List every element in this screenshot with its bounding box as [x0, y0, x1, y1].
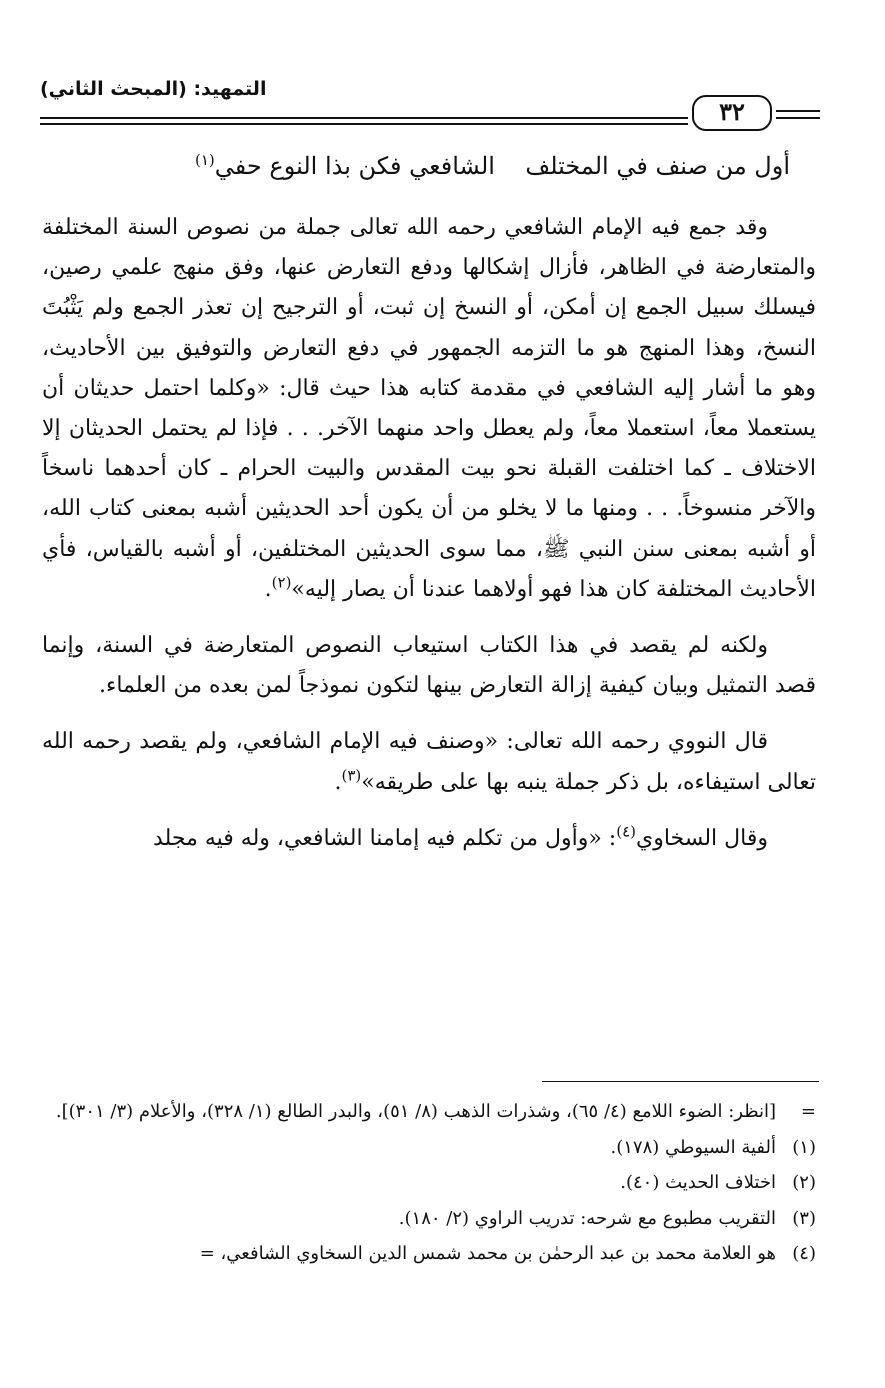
paragraph-shafii-method	[42, 208, 816, 610]
footnote-item	[42, 1130, 816, 1166]
paragraph-1-end: .	[264, 576, 272, 602]
footnote-marker: (٣)	[792, 1207, 816, 1229]
footnote-marker: (١)	[792, 1136, 816, 1158]
footnote-ref-1: (١)	[195, 151, 215, 169]
footnote-ref-2: (٢)	[271, 573, 292, 592]
paragraph-nawawi-quote	[42, 722, 816, 802]
main-text	[42, 208, 816, 875]
paragraph-book-scope: ولكنه لم يقصد في هذا الكتاب استيعاب النصوص المتعارضة في السنة، وإنما قصد التمثيل وبيان كيفية إزالة التعارض بينها لتكون نموذجاً لمن بعده من العلماء.	[42, 633, 816, 699]
footnote-text: التقريب مطبوع مع شرحه: تدريب الراوي (٢/ ١٨٠).	[398, 1207, 776, 1229]
header-ornament-rule-top	[776, 110, 820, 112]
footnote-marker: (٢)	[792, 1172, 816, 1193]
running-header-title: التمهيد: (المبحث الثاني)	[40, 78, 267, 100]
header-rule-bottom	[40, 123, 688, 125]
footnote-item	[42, 1165, 816, 1201]
paragraph-sakhawi-quote	[42, 819, 816, 859]
paragraph-1-text: وقد جمع فيه الإمام الشافعي رحمه الله تعالى جملة من نصوص السنة المختلفة والمتعارضة في الظاهر، فأزال إشكالها ودفع التعارض عنها، وفق منهج علمي رصين، فيسلك سبيل الجمع إن أمكن، أو النسخ إن ثبت، أو الترجيح إن تعذر الجمع ولم يَثْبُتَ النسخ، وهذا المنهج هو ما التزمه الجمهور في دفع التعارض والتوفيق بين الأحاديث، وهو ما أشار إليه الشافعي في مقدمة كتابه هذا حيث قال: «وكلما احتمل حديثان أن يستعملا معاً، استعملا معاً، ولم يعطل واحد منهما الآخر. . . فإذا لم يحتمل الحديثان إلا الاختلاف ـ كما اختلفت القبلة نحو بيت المقدس والبيت الحرام ـ كان أحدهما ناسخاً والآخر منسوخاً. . . ومنها ما لا يخلو من أن يكون أحد الحديثين أشبه بمعنى كتاب الله، أو أشبه بمعنى سنن النبي ﷺ، مما سوى الحديثين المختلفين، أو أشبه بالقياس، فأي الأحاديث المختلفة كان هذا فهو أولاهما عندنا أن يصار إليه»	[42, 215, 816, 602]
header-ornament-rule-bottom	[776, 117, 820, 119]
paragraph-4-lead: وقال السخاوي	[635, 825, 768, 851]
page-number: ٣٢	[692, 95, 772, 131]
footnote-item	[42, 1236, 816, 1272]
footnote-marker: (٤)	[792, 1243, 816, 1264]
paragraph-3-end: .	[334, 769, 342, 795]
footnote-text: هو العلامة محمد بن عبد الرحمٰن بن محمد شمس الدين السخاوي الشافعي، =	[199, 1243, 776, 1264]
footnote-item	[42, 1201, 816, 1237]
footnote-ref-3: (٣)	[341, 766, 362, 785]
header-rule-top	[40, 117, 688, 119]
footnote-ref-4: (٤)	[616, 822, 636, 841]
footnote-separator	[542, 1081, 819, 1082]
footnote-text: اختلاف الحديث (٤٠).	[620, 1172, 776, 1193]
verse-first-hemistich: أول من صنف في المختلف	[525, 152, 790, 180]
footnote-text: ألفية السيوطي (١٧٨).	[610, 1136, 776, 1158]
paragraph-3-text: قال النووي رحمه الله تعالى: «وصنف فيه الإمام الشافعي، ولم يقصد رحمه الله تعالى استيفاءه، بل ذكر جملة ينبه بها على طريقه»	[42, 729, 816, 795]
footnote-text: [انظر: الضوء اللامع (٤/ ٦٥)، وشذرات الذهب (٨/ ٥١)، والبدر الطالع (١/ ٣٢٨)، والأعلام (٣/ ٣٠١)].	[55, 1101, 776, 1122]
footnote-continuation	[42, 1094, 816, 1130]
poem-verse	[40, 152, 820, 196]
verse-second-hemistich-text: الشافعي فكن بذا النوع حفي	[214, 152, 495, 180]
paragraph-4-text: : «وأول من تكلم فيه إمامنا الشافعي، وله فيه مجلد	[153, 825, 617, 851]
verse-second-hemistich	[195, 152, 495, 180]
footnote-marker: =	[800, 1101, 816, 1122]
footnotes	[42, 1094, 816, 1272]
